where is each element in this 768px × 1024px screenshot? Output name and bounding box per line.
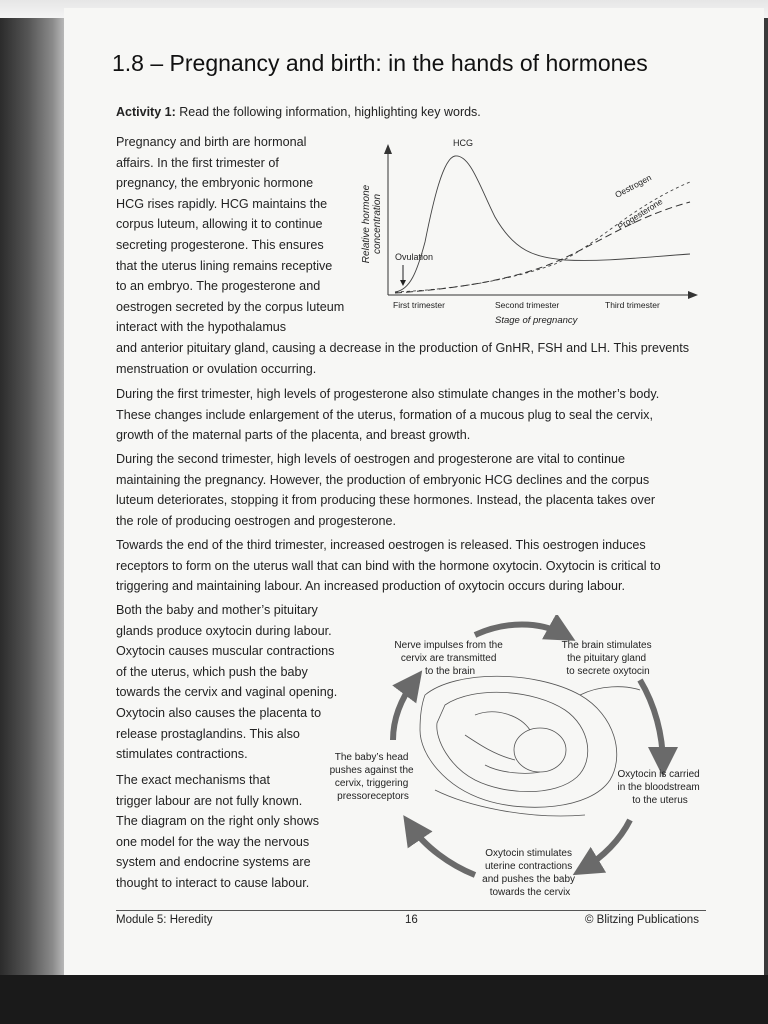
activity-label: Activity 1: bbox=[116, 105, 176, 119]
text-line: The exact mechanisms that bbox=[116, 773, 270, 787]
text-line: luteum deteriorates, stopping it from producing these hormones. Instead, the placenta takes over bbox=[116, 493, 656, 508]
text-line: system and endocrine systems are bbox=[116, 855, 311, 870]
text-line: receptors to form on the uterus wall that can bind with the hormone oxytocin. Oxytocin is critical to bbox=[116, 558, 661, 573]
text-line: glands produce oxytocin during labour. bbox=[116, 623, 332, 638]
cycle-arrow-top bbox=[475, 625, 565, 636]
text-line: trigger labour are not fully known. bbox=[116, 793, 303, 808]
text-line: release prostaglandins. This also bbox=[116, 726, 300, 741]
step-brain-stimulates: The brain stimulates the pituitary gland to secrete oxytocin bbox=[561, 640, 652, 677]
graph-x-arrowhead bbox=[688, 291, 698, 299]
cycle-arrow-left bbox=[393, 680, 415, 740]
tick-third-trimester: Third trimester bbox=[605, 300, 660, 310]
text-line: triggering and maintaining labour. An increased production of oxytocin occurs during labour. bbox=[116, 579, 625, 594]
text-line: During the first trimester, high levels of progesterone also stimulate changes in the mother’s body. bbox=[116, 387, 660, 401]
text-line: Pregnancy and birth are hormonal bbox=[116, 135, 307, 149]
text-line: Both the baby and mother’s pituitary bbox=[116, 603, 318, 617]
text-line: oestrogen secreted by the corpus luteum bbox=[116, 299, 345, 314]
text-line: one model for the way the nervous bbox=[116, 834, 310, 849]
activity-instruction bbox=[116, 105, 481, 119]
graph-ylabel-1: Relative hormone bbox=[361, 184, 372, 264]
text-line: Towards the end of the third trimester, increased oestrogen is released. This oestrogen induces bbox=[116, 538, 646, 552]
oestrogen-curve bbox=[395, 182, 690, 292]
text-line: secreting progesterone. This ensures bbox=[116, 238, 324, 252]
step-uterine-contractions: Oxytocin stimulates uterine contractions and pushes the baby towards the cervix bbox=[482, 848, 576, 898]
text-line: These changes include enlargement of the uterus, formation of a mucous plug to seal the cervix, bbox=[116, 407, 653, 422]
cycle-arrow-bottom-right bbox=[583, 820, 630, 869]
hormone-graph bbox=[355, 132, 705, 332]
step-nerve-impulses: Nerve impulses from the cervix are transmitted to the brain bbox=[394, 640, 503, 677]
graph-ylabel-2: concentration bbox=[372, 193, 383, 255]
text-line: thought to interact to cause labour. bbox=[116, 876, 310, 890]
ovulation-label: Ovulation bbox=[395, 252, 434, 262]
text-line: growth of the maternal parts of the placenta, and breast growth. bbox=[116, 428, 471, 443]
tick-first-trimester: First trimester bbox=[393, 300, 445, 310]
text-line: affairs. In the first trimester of bbox=[116, 155, 279, 170]
graph-xlabel: Stage of pregnancy bbox=[495, 315, 578, 326]
ovulation-arrowhead bbox=[400, 280, 406, 286]
text-line: towards the cervix and vaginal opening. bbox=[116, 685, 338, 700]
text-line: HCG rises rapidly. HCG maintains the bbox=[116, 196, 328, 211]
footer-module: Module 5: Heredity bbox=[116, 914, 213, 926]
text-line: stimulates contractions. bbox=[116, 747, 248, 762]
text-line: interact with the hypothalamus bbox=[116, 320, 287, 335]
text-line: Oxytocin also causes the placenta to bbox=[116, 706, 322, 720]
cycle-arrow-right bbox=[640, 680, 663, 765]
text-line: Oxytocin causes muscular contractions bbox=[116, 644, 335, 659]
text-line: that the uterus lining remains receptive bbox=[116, 258, 333, 273]
text-line: The diagram on the right only shows bbox=[116, 814, 320, 829]
text-line: of the uterus, which push the baby bbox=[116, 664, 308, 679]
tick-second-trimester: Second trimester bbox=[495, 300, 560, 310]
text-line: corpus luteum, allowing it to continue bbox=[116, 217, 323, 232]
step-oxytocin-carried: Oxytocin is carried in the bloodstream to the uterus bbox=[617, 769, 700, 806]
hcg-label: HCG bbox=[453, 138, 473, 148]
labour-cycle-diagram bbox=[325, 615, 710, 905]
footer-publisher: © Blitzing Publications bbox=[585, 914, 699, 926]
text-line: menstruation or ovulation occurring. bbox=[116, 361, 317, 376]
footer-rule bbox=[116, 910, 706, 911]
scan-shadow-bottom bbox=[0, 975, 768, 1024]
cycle-arrow-bottom-left bbox=[410, 825, 475, 875]
text-line: maintaining the pregnancy. However, the production of embryonic HCG declines and the corpus bbox=[116, 472, 650, 487]
oestrogen-label: Oestrogen bbox=[613, 172, 653, 200]
text-line: pregnancy, the embryonic hormone bbox=[116, 176, 314, 191]
text-line: to an embryo. The progesterone and bbox=[116, 279, 321, 294]
scan-shadow-left bbox=[0, 0, 70, 1024]
progesterone-label: Progesterone bbox=[615, 196, 665, 232]
text-line: During the second trimester, high levels of oestrogen and progesterone are vital to continue bbox=[116, 452, 625, 466]
step-baby-head: The baby’s head pushes against the cervix, triggering pressoreceptors bbox=[329, 752, 414, 802]
graph-y-arrowhead bbox=[384, 144, 392, 154]
text-line: the role of producing oestrogen and progesterone. bbox=[116, 513, 397, 528]
footer-page-number: 16 bbox=[405, 914, 418, 926]
activity-text: Read the following information, highlighting key words. bbox=[175, 105, 481, 119]
page-title: 1.8 – Pregnancy and birth: in the hands of hormones bbox=[112, 50, 648, 76]
text-line: and anterior pituitary gland, causing a decrease in the production of GnHR, FSH and LH. This prevents bbox=[116, 341, 690, 355]
fetus-in-uterus-illustration bbox=[420, 676, 640, 816]
